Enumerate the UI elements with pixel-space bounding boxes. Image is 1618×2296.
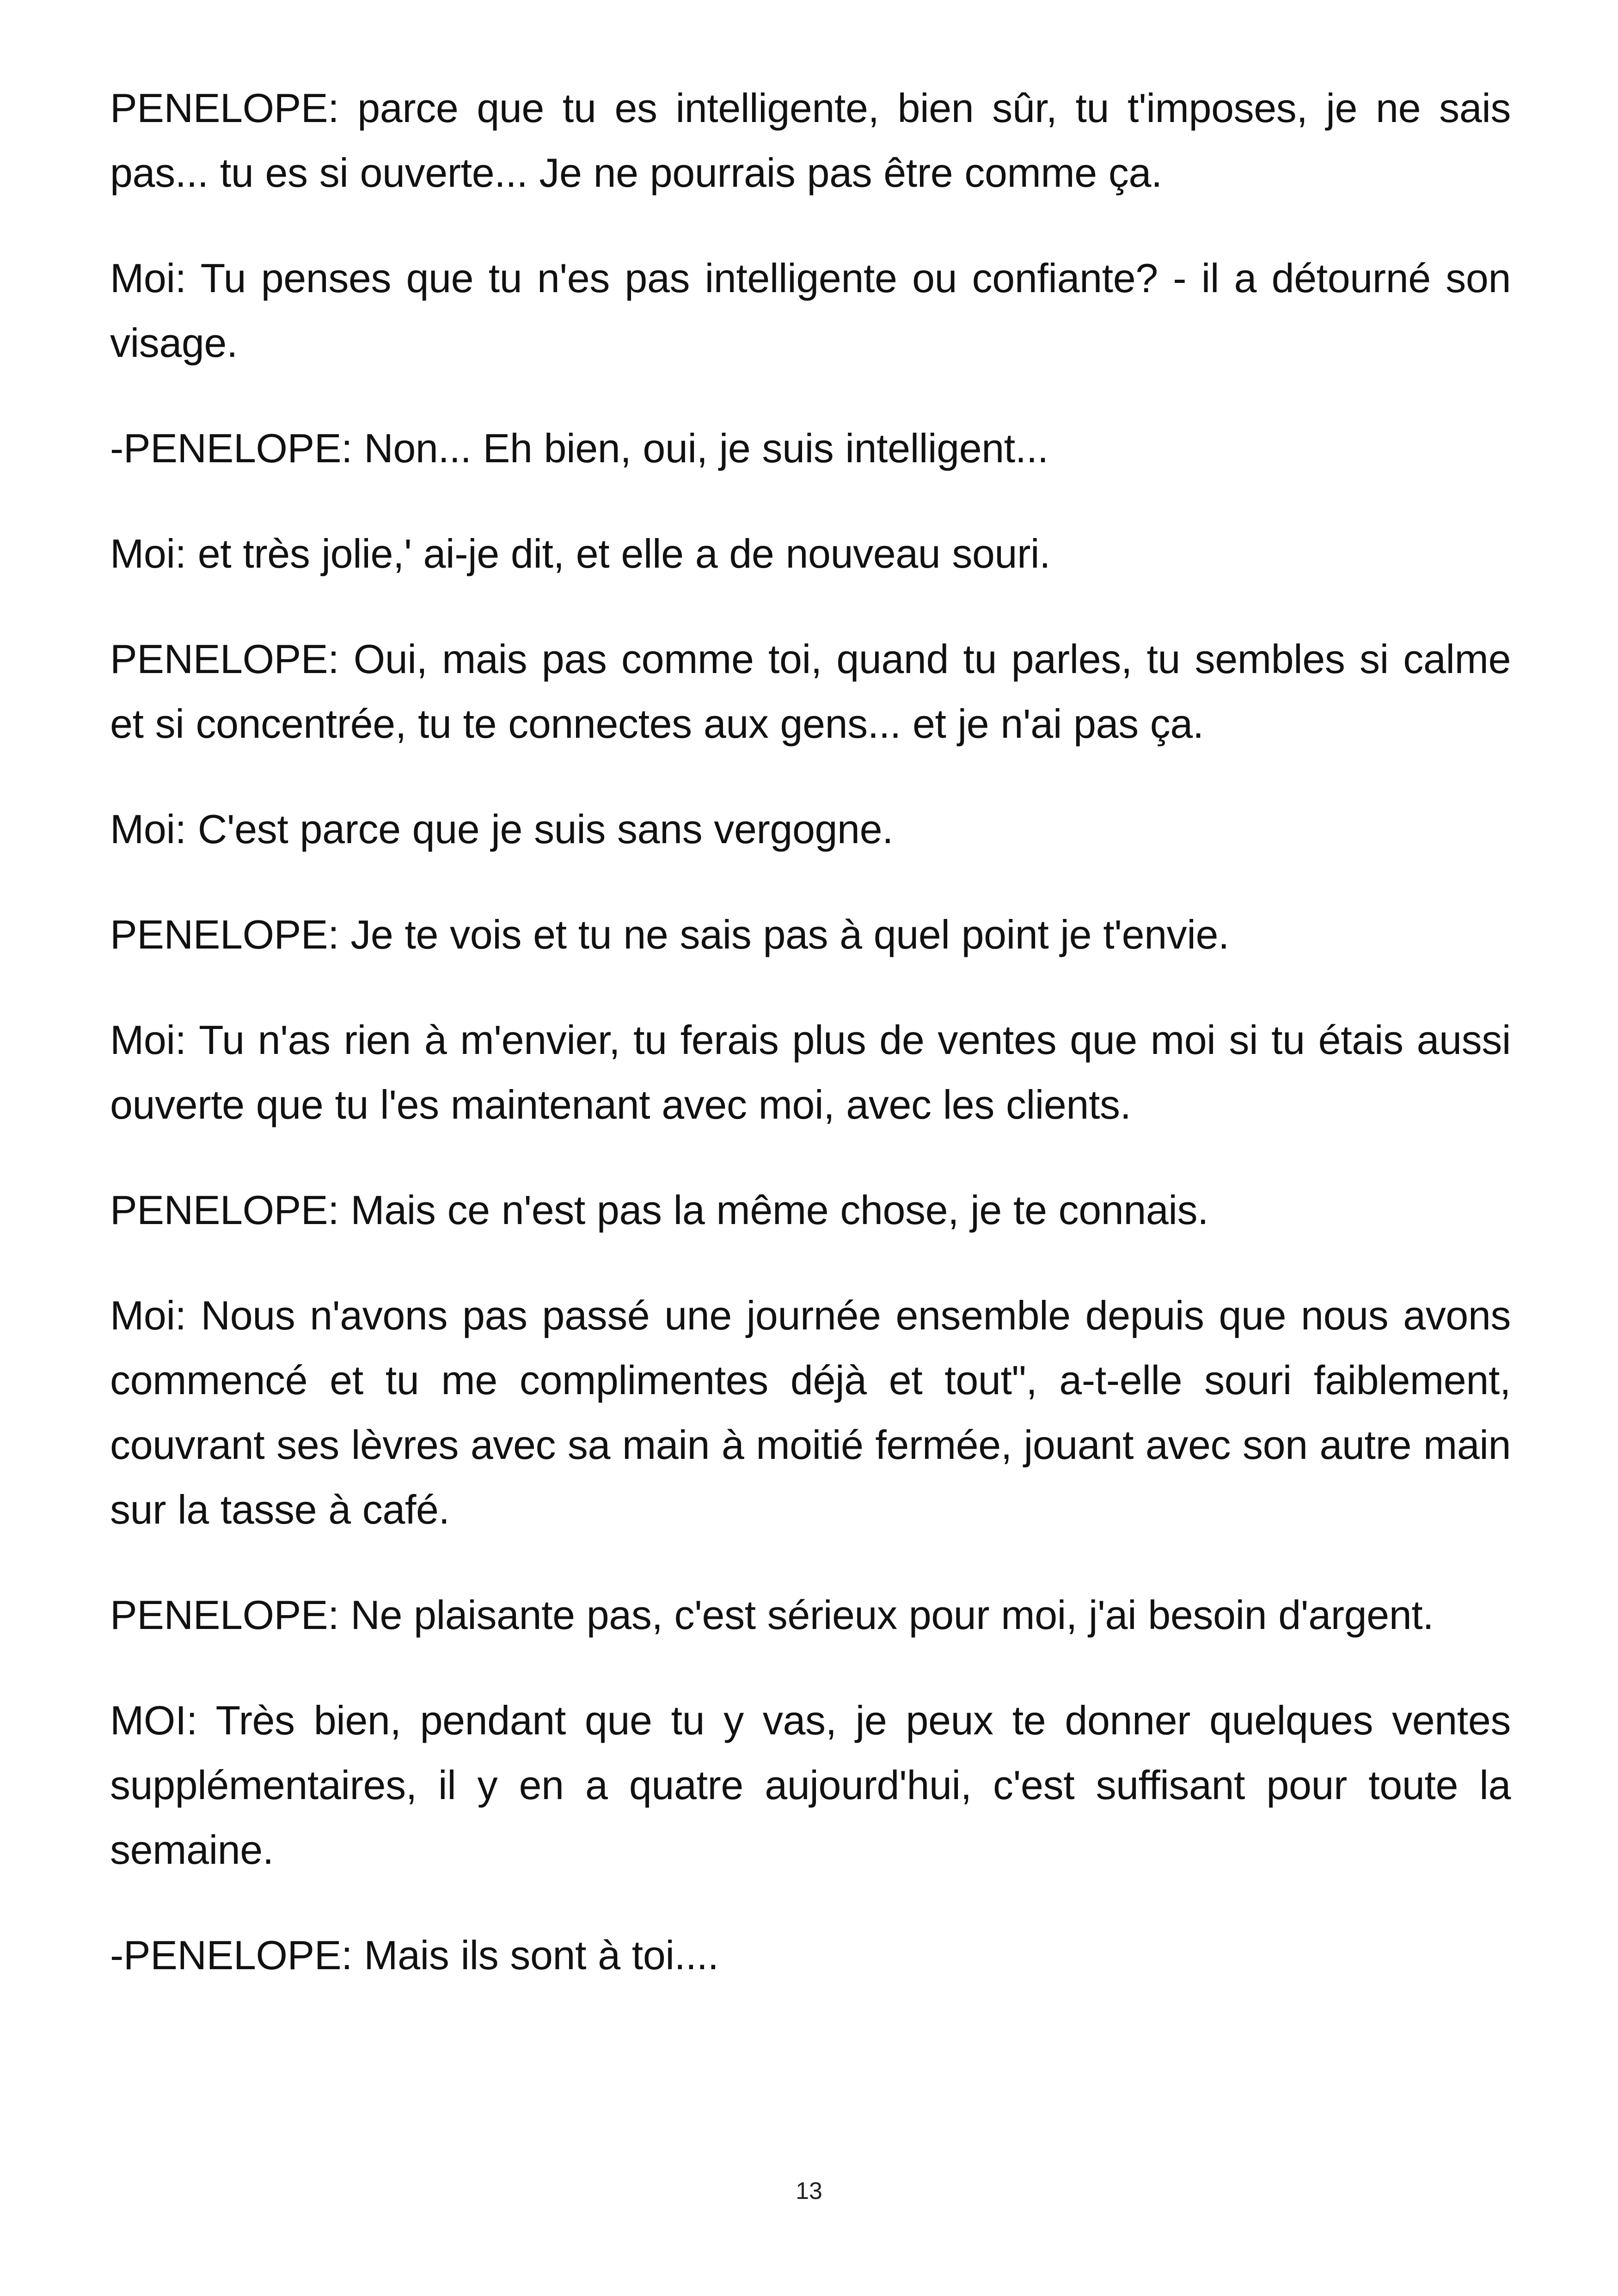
dialogue-paragraph-8: Moi: Tu n'as rien à m'envier, tu ferais plus de ventes que moi si tu étais aussi ouverte que tu l'es maintenant avec moi, avec les clients. <box>110 1017 1511 1127</box>
dialogue-paragraph-2: Moi: Tu penses que tu n'es pas intelligente ou confiante? - il a détourné son visage. <box>110 255 1511 366</box>
dialogue-paragraph-6: Moi: C'est parce que je suis sans vergogne. <box>110 806 894 852</box>
dialogue-paragraph-3: -PENELOPE: Non... Eh bien, oui, je suis intelligent... <box>110 425 1048 471</box>
dialogue-paragraph-13: -PENELOPE: Mais ils sont à toi.... <box>110 1932 719 1978</box>
dialogue-paragraph-1: PENELOPE: parce que tu es intelligente, bien sûr, tu t'imposes, je ne sais pas... tu es si ouverte... Je ne pourrais pas être comme ça. <box>110 85 1511 196</box>
dialogue-paragraph-12: MOI: Très bien, pendant que tu y vas, je peux te donner quelques ventes supplémentaires, il y en a quatre aujourd'hui, c'est suffisant pour toute la semaine. <box>110 1697 1511 1873</box>
dialogue-paragraph-9: PENELOPE: Mais ce n'est pas la même chose, je te connais. <box>110 1187 1209 1233</box>
dialogue-paragraph-7: PENELOPE: Je te vois et tu ne sais pas à quel point je t'envie. <box>110 912 1230 957</box>
page-body <box>110 76 1511 2028</box>
dialogue-paragraph-10: Moi: Nous n'avons pas passé une journée ensemble depuis que nous avons commencé et tu me complimentes déjà et tout", a-t-elle souri faiblement, couvrant ses lèvres avec sa main à moitié fermée, jouant avec son autre main sur la tasse à café. <box>110 1292 1511 1532</box>
page-number: 13 <box>796 2178 822 2204</box>
dialogue-paragraph-5: PENELOPE: Oui, mais pas comme toi, quand tu parles, tu sembles si calme et si concentrée, tu te connectes aux gens... et je n'ai pas ça. <box>110 636 1511 747</box>
dialogue-paragraph-4: Moi: et très jolie,' ai-je dit, et elle a de nouveau souri. <box>110 531 1051 576</box>
dialogue-paragraph-11: PENELOPE: Ne plaisante pas, c'est sérieux pour moi, j'ai besoin d'argent. <box>110 1592 1434 1638</box>
